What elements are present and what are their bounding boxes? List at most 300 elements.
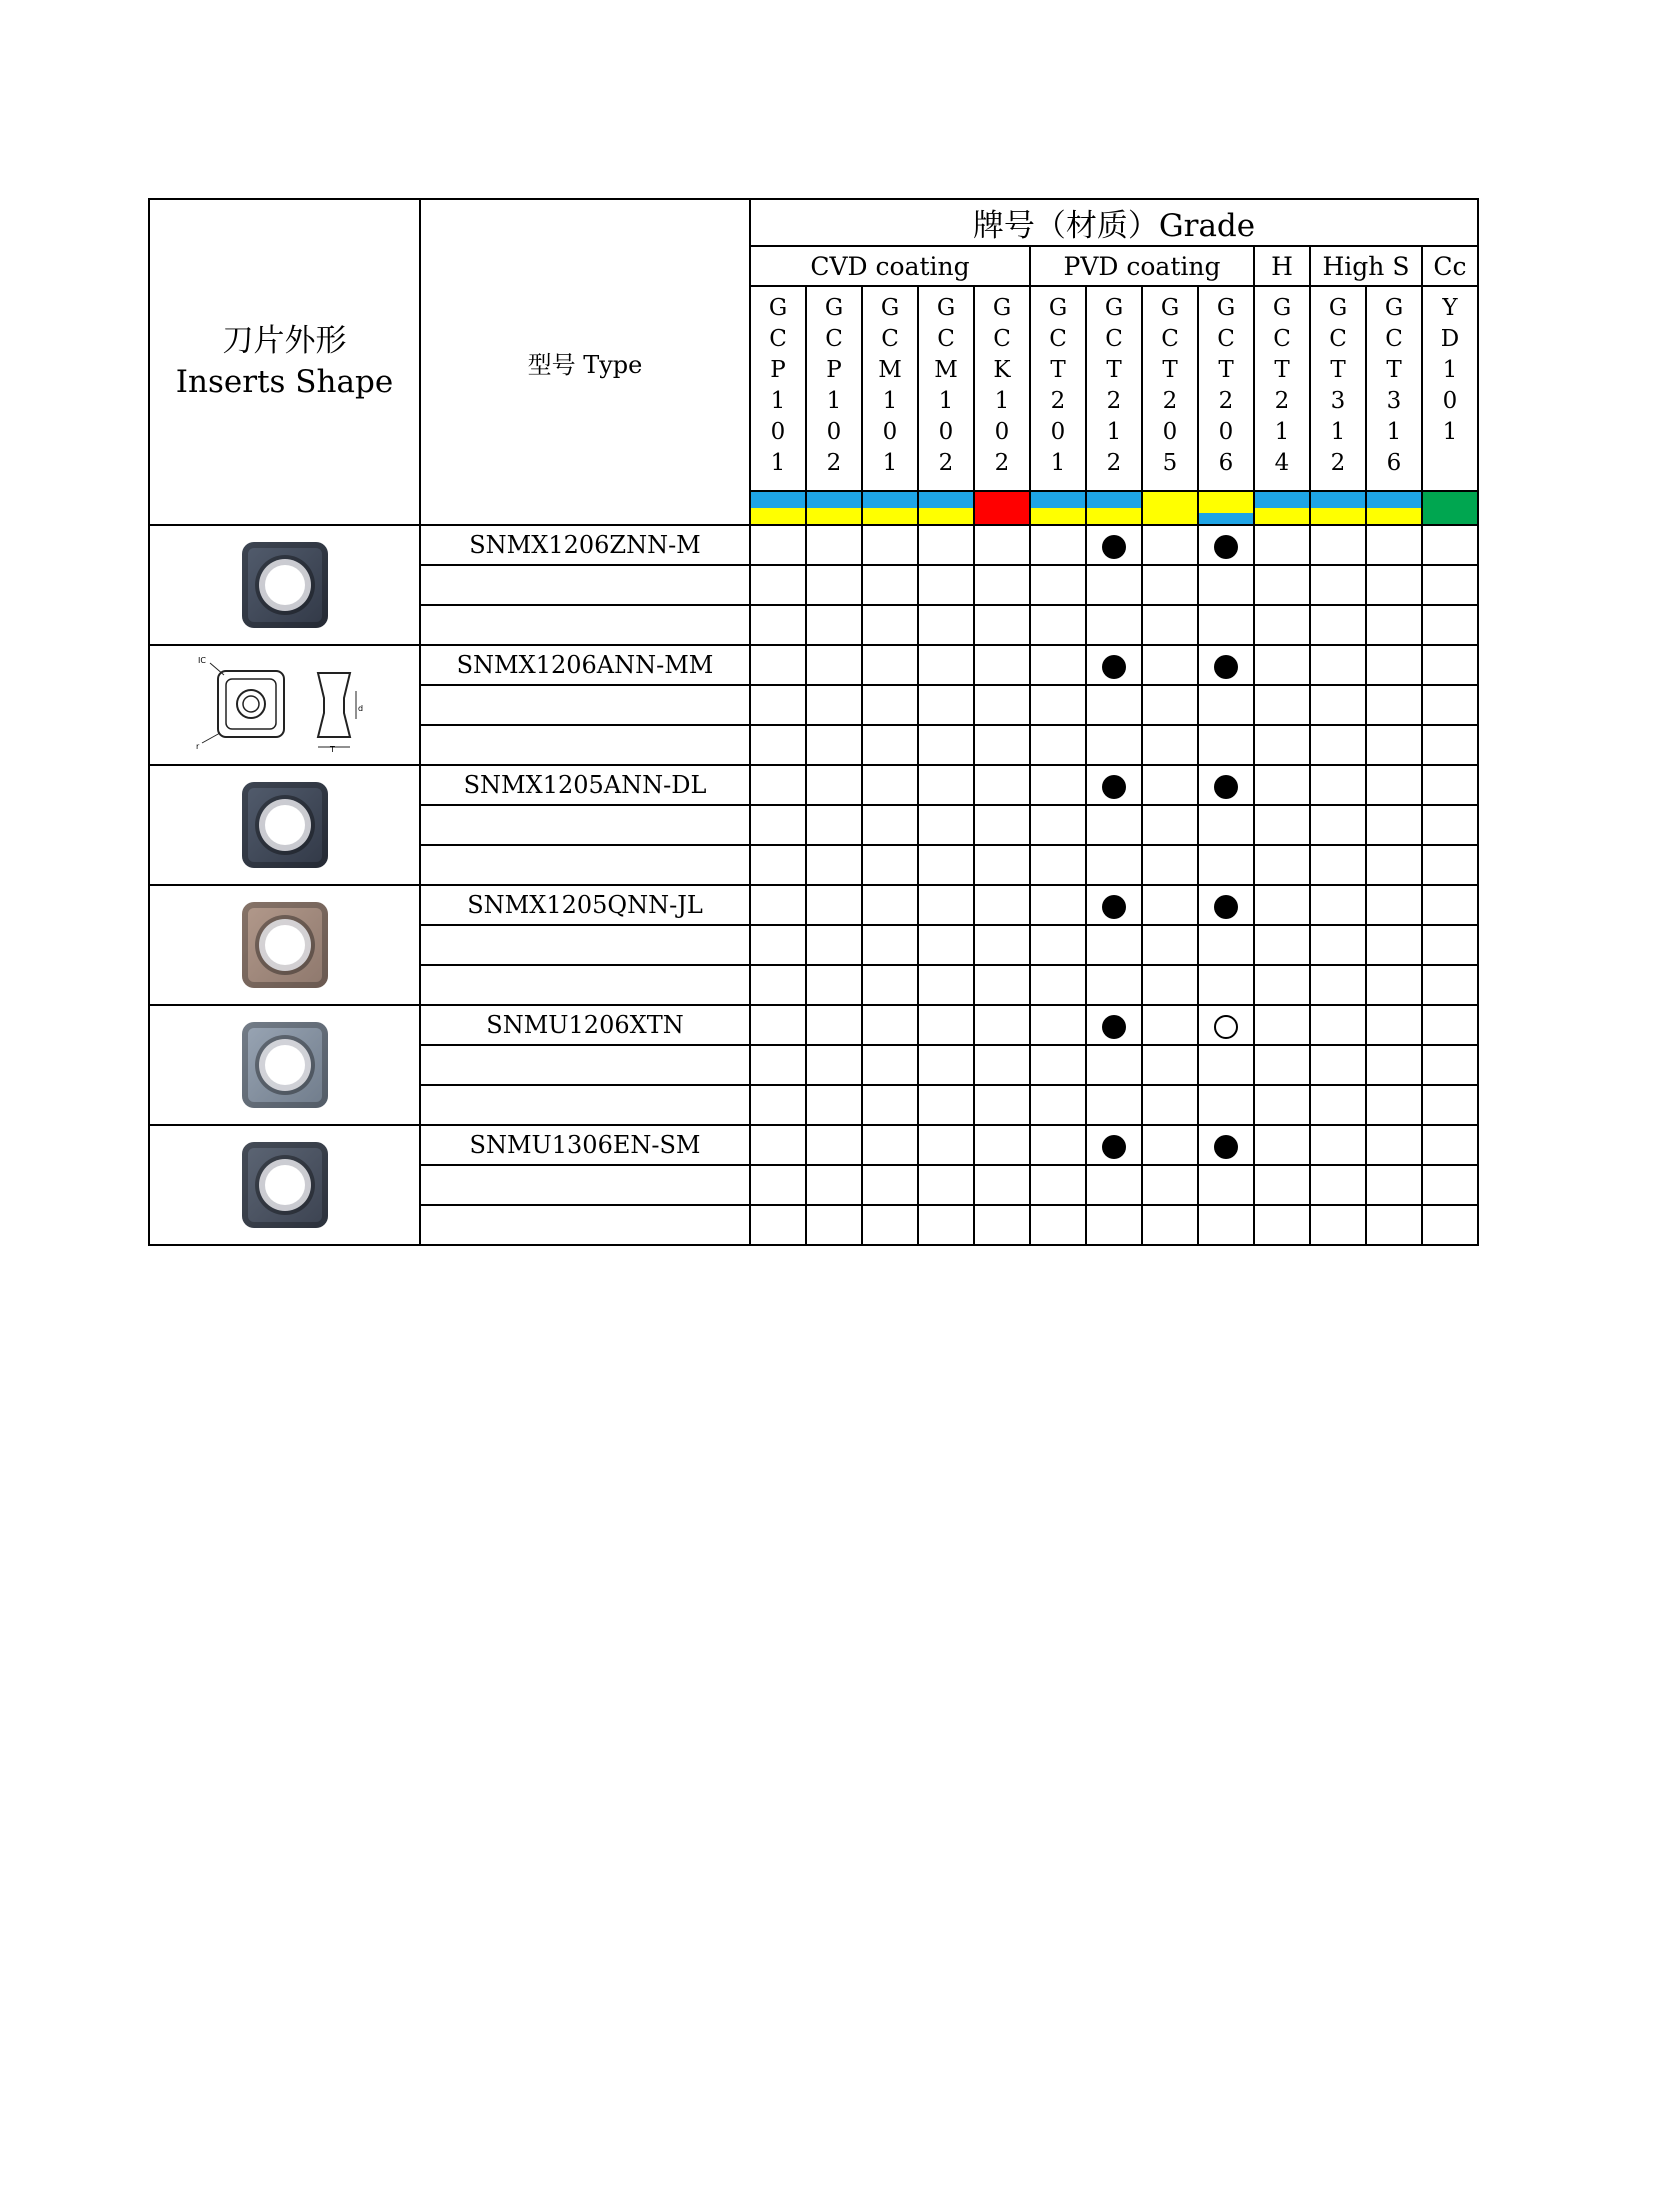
grade-mark-cell — [1142, 805, 1198, 845]
grade-mark-cell — [862, 885, 918, 925]
insert-star-grey-icon — [149, 1125, 420, 1245]
grade-mark-cell — [1422, 845, 1478, 885]
grade-code-char: 0 — [938, 419, 954, 445]
grade-code-char: G — [1272, 295, 1292, 321]
grade-mark-cell — [1086, 1125, 1142, 1165]
grade-mark-cell — [974, 1165, 1030, 1205]
grade-color-band-10 — [1310, 491, 1366, 525]
recommended-filled-circle-icon — [1102, 1015, 1126, 1039]
grade-mark-cell — [918, 885, 974, 925]
grade-code-char: 0 — [1218, 419, 1234, 445]
grade-mark-cell — [806, 845, 862, 885]
grade-mark-cell — [1254, 725, 1310, 765]
grade-code-7 — [1142, 286, 1198, 491]
grade-mark-cell — [1086, 685, 1142, 725]
grade-mark-cell — [1086, 605, 1142, 645]
grade-mark-cell — [750, 1165, 806, 1205]
grade-code-12 — [1422, 286, 1478, 491]
recommended-filled-circle-icon — [1214, 1135, 1238, 1159]
grade-mark-cell — [806, 805, 862, 845]
grade-mark-cell — [1030, 1005, 1086, 1045]
grade-mark-cell — [1254, 1205, 1310, 1245]
grade-mark-cell — [1310, 525, 1366, 565]
grade-mark-cell — [974, 765, 1030, 805]
grade-mark-cell — [1366, 925, 1422, 965]
grade-mark-cell — [1310, 685, 1366, 725]
grade-mark-cell — [1422, 885, 1478, 925]
grade-mark-cell — [974, 805, 1030, 845]
grade-mark-cell — [1422, 765, 1478, 805]
grade-mark-cell — [1142, 885, 1198, 925]
grade-mark-cell — [1142, 1045, 1198, 1085]
recommended-filled-circle-icon — [1214, 535, 1238, 559]
grade-mark-cell — [1198, 685, 1254, 725]
grade-table — [148, 198, 1479, 1246]
grade-mark-cell — [806, 1085, 862, 1125]
grade-mark-cell — [1086, 845, 1142, 885]
grade-mark-cell — [1366, 1045, 1422, 1085]
grade-mark-cell — [1142, 645, 1198, 685]
grade-code-char: 2 — [1218, 388, 1234, 414]
grade-mark-cell — [1086, 1165, 1142, 1205]
grade-mark-cell — [862, 605, 918, 645]
grade-code-char: 1 — [1442, 357, 1458, 383]
grade-mark-cell — [862, 1125, 918, 1165]
grade-code-char: C — [881, 326, 899, 352]
grade-code-char: P — [826, 357, 842, 383]
grade-mark-cell — [1310, 605, 1366, 645]
group-pvd-coating: PVD coating — [1030, 246, 1254, 286]
grade-mark-cell — [806, 685, 862, 725]
model-name: SNMU1306EN-SM — [420, 1125, 750, 1165]
grade-mark-cell — [862, 645, 918, 685]
grade-color-band-1 — [806, 491, 862, 525]
grade-code-10 — [1310, 286, 1366, 491]
grade-mark-cell — [1422, 1165, 1478, 1205]
grade-mark-cell — [1142, 925, 1198, 965]
grade-mark-cell — [806, 645, 862, 685]
grade-mark-cell — [1254, 845, 1310, 885]
grade-mark-cell — [750, 885, 806, 925]
grade-mark-cell — [750, 1205, 806, 1245]
grade-mark-cell — [1366, 645, 1422, 685]
grade-mark-cell — [1310, 845, 1366, 885]
grade-color-band-6 — [1086, 491, 1142, 525]
grade-mark-cell — [918, 845, 974, 885]
grade-mark-cell — [750, 1045, 806, 1085]
grade-code-char: 0 — [1050, 419, 1066, 445]
grade-mark-cell — [1254, 765, 1310, 805]
grade-color-band-4 — [974, 491, 1030, 525]
grade-mark-cell — [974, 685, 1030, 725]
svg-text:IC: IC — [197, 656, 206, 665]
grade-mark-cell — [918, 1205, 974, 1245]
grade-mark-cell — [1086, 765, 1142, 805]
grade-mark-cell — [862, 685, 918, 725]
grade-mark-cell — [862, 525, 918, 565]
grade-mark-cell — [1366, 565, 1422, 605]
grade-code-char: 0 — [826, 419, 842, 445]
grade-mark-cell — [1310, 965, 1366, 1005]
grade-code-char: 1 — [1330, 419, 1346, 445]
grade-code-char: 2 — [826, 450, 842, 476]
grade-mark-cell — [1422, 925, 1478, 965]
grade-mark-cell — [1254, 1005, 1310, 1045]
grade-mark-cell — [750, 965, 806, 1005]
grade-mark-cell — [918, 685, 974, 725]
grade-mark-cell — [974, 885, 1030, 925]
grade-mark-cell — [1198, 885, 1254, 925]
grade-mark-cell — [918, 645, 974, 685]
grade-mark-cell — [862, 765, 918, 805]
grade-code-char: 1 — [1442, 419, 1458, 445]
grade-code-char: 3 — [1330, 388, 1346, 414]
grade-mark-cell — [1030, 965, 1086, 1005]
grade-mark-cell — [974, 965, 1030, 1005]
grade-mark-cell — [1198, 765, 1254, 805]
grade-code-0 — [750, 286, 806, 491]
grade-mark-cell — [974, 725, 1030, 765]
grade-mark-cell — [1030, 845, 1086, 885]
grade-mark-cell — [1142, 525, 1198, 565]
grade-mark-cell — [1086, 1205, 1142, 1245]
grade-mark-cell — [974, 1045, 1030, 1085]
recommended-filled-circle-icon — [1214, 655, 1238, 679]
grade-code-char: C — [1049, 326, 1067, 352]
insert-light-grey-icon — [149, 1005, 420, 1125]
grade-code-char: Y — [1442, 295, 1458, 321]
grade-mark-cell — [1310, 725, 1366, 765]
grade-code-9 — [1254, 286, 1310, 491]
grade-code-char: 2 — [1162, 388, 1178, 414]
grade-mark-cell — [1422, 525, 1478, 565]
grade-mark-cell — [1254, 805, 1310, 845]
grade-mark-cell — [862, 1045, 918, 1085]
svg-text:r: r — [195, 742, 199, 751]
grade-mark-cell — [862, 725, 918, 765]
grade-mark-cell — [1310, 805, 1366, 845]
insert-dark-grey-icon — [149, 765, 420, 885]
model-name-empty — [420, 925, 750, 965]
type-header: 型号 Type — [420, 199, 750, 525]
grade-mark-cell — [1366, 805, 1422, 845]
grade-code-char: 0 — [994, 419, 1010, 445]
grade-mark-cell — [1030, 885, 1086, 925]
table-row — [149, 1005, 1478, 1045]
grade-code-3 — [918, 286, 974, 491]
recommended-filled-circle-icon — [1214, 775, 1238, 799]
model-name: SNMX1205QNN-JL — [420, 885, 750, 925]
group-high-s: High S — [1310, 246, 1422, 286]
grade-mark-cell — [862, 565, 918, 605]
recommended-filled-circle-icon — [1102, 895, 1126, 919]
grade-mark-cell — [806, 1205, 862, 1245]
grade-mark-cell — [806, 565, 862, 605]
grade-mark-cell — [918, 805, 974, 845]
grade-mark-cell — [1422, 725, 1478, 765]
svg-text:d: d — [357, 704, 363, 713]
model-name-empty — [420, 1205, 750, 1245]
grade-mark-cell — [1254, 685, 1310, 725]
model-name-empty — [420, 1085, 750, 1125]
grade-mark-cell — [1254, 525, 1310, 565]
grade-code-char: 1 — [1050, 450, 1066, 476]
grade-title: 牌号（材质）Grade — [750, 199, 1478, 246]
grade-mark-cell — [918, 605, 974, 645]
grade-code-char: G — [936, 295, 956, 321]
table-row — [149, 1125, 1478, 1165]
grade-mark-cell — [806, 1125, 862, 1165]
grade-color-band-7 — [1142, 491, 1198, 525]
grade-code-char: C — [1273, 326, 1291, 352]
grade-color-band-3 — [918, 491, 974, 525]
grade-mark-cell — [1142, 605, 1198, 645]
grade-mark-cell — [1310, 765, 1366, 805]
model-name-empty — [420, 605, 750, 645]
grade-mark-cell — [1366, 885, 1422, 925]
grade-mark-cell — [1366, 525, 1422, 565]
model-name-empty — [420, 1165, 750, 1205]
grade-mark-cell — [1142, 765, 1198, 805]
grade-code-char: 0 — [1442, 388, 1458, 414]
grade-mark-cell — [1086, 645, 1142, 685]
grade-mark-cell — [1030, 525, 1086, 565]
grade-mark-cell — [1366, 685, 1422, 725]
grade-code-char: 0 — [1162, 419, 1178, 445]
group-cc: Cc — [1422, 246, 1478, 286]
grade-code-8 — [1198, 286, 1254, 491]
grade-mark-cell — [1198, 1165, 1254, 1205]
grade-mark-cell — [1030, 645, 1086, 685]
model-name-empty — [420, 685, 750, 725]
grade-mark-cell — [1198, 965, 1254, 1005]
grade-code-char: 2 — [938, 450, 954, 476]
grade-code-char: 1 — [826, 388, 842, 414]
grade-mark-cell — [750, 1005, 806, 1045]
grade-code-char: G — [880, 295, 900, 321]
grade-mark-cell — [974, 1005, 1030, 1045]
grade-code-char: 5 — [1162, 450, 1178, 476]
grade-code-char: 1 — [1274, 419, 1290, 445]
grade-mark-cell — [1030, 805, 1086, 845]
grade-mark-cell — [1254, 1125, 1310, 1165]
grade-mark-cell — [1086, 805, 1142, 845]
grade-code-char: G — [768, 295, 788, 321]
model-name-empty — [420, 805, 750, 845]
recommended-filled-circle-icon — [1102, 1135, 1126, 1159]
grade-mark-cell — [1310, 1205, 1366, 1245]
model-name-empty — [420, 725, 750, 765]
grade-mark-cell — [1198, 525, 1254, 565]
grade-mark-cell — [1086, 925, 1142, 965]
grade-mark-cell — [862, 1085, 918, 1125]
grade-code-char: 2 — [1050, 388, 1066, 414]
grade-code-char: C — [825, 326, 843, 352]
grade-mark-cell — [974, 605, 1030, 645]
grade-mark-cell — [974, 1205, 1030, 1245]
grade-mark-cell — [1198, 925, 1254, 965]
shape-label-cn: 刀片外形 — [222, 323, 347, 359]
grade-mark-cell — [806, 525, 862, 565]
table-row — [149, 525, 1478, 565]
grade-mark-cell — [862, 1205, 918, 1245]
grade-mark-cell — [1366, 845, 1422, 885]
model-name-empty — [420, 845, 750, 885]
grade-mark-cell — [750, 685, 806, 725]
recommended-filled-circle-icon — [1214, 895, 1238, 919]
grade-code-char: T — [1162, 357, 1178, 383]
grade-mark-cell — [1254, 1045, 1310, 1085]
grade-code-char: G — [1104, 295, 1124, 321]
grade-mark-cell — [1198, 1125, 1254, 1165]
grade-mark-cell — [918, 1005, 974, 1045]
grade-code-char: C — [993, 326, 1011, 352]
grade-mark-cell — [918, 1045, 974, 1085]
grade-code-char: C — [1217, 326, 1235, 352]
grade-mark-cell — [806, 605, 862, 645]
grade-mark-cell — [918, 765, 974, 805]
grade-code-char: C — [1105, 326, 1123, 352]
grade-code-char: 2 — [1274, 388, 1290, 414]
grade-mark-cell — [1086, 1085, 1142, 1125]
grade-mark-cell — [1030, 1085, 1086, 1125]
grade-code-11 — [1366, 286, 1422, 491]
grade-color-band-12 — [1422, 491, 1478, 525]
group-cvd-coating: CVD coating — [750, 246, 1030, 286]
grade-mark-cell — [974, 1085, 1030, 1125]
grade-code-char: 1 — [1106, 419, 1122, 445]
grade-code-char: 3 — [1386, 388, 1402, 414]
grade-mark-cell — [974, 1125, 1030, 1165]
grade-mark-cell — [1198, 1205, 1254, 1245]
grade-code-char: T — [1218, 357, 1234, 383]
grade-color-band-9 — [1254, 491, 1310, 525]
recommended-filled-circle-icon — [1102, 655, 1126, 679]
grade-mark-cell — [1030, 565, 1086, 605]
grade-mark-cell — [918, 965, 974, 1005]
grade-mark-cell — [1366, 965, 1422, 1005]
grade-mark-cell — [1366, 1125, 1422, 1165]
model-name: SNMU1206XTN — [420, 1005, 750, 1045]
grade-mark-cell — [1422, 605, 1478, 645]
grade-mark-cell — [1310, 1165, 1366, 1205]
grade-color-band-8 — [1198, 491, 1254, 525]
grade-mark-cell — [862, 925, 918, 965]
grade-mark-cell — [1142, 1125, 1198, 1165]
grade-mark-cell — [806, 765, 862, 805]
grade-mark-cell — [918, 1085, 974, 1125]
recommended-filled-circle-icon — [1102, 535, 1126, 559]
model-name: SNMX1206ZNN-M — [420, 525, 750, 565]
grade-code-char: P — [770, 357, 786, 383]
grade-code-char: 6 — [1386, 450, 1402, 476]
grade-mark-cell — [1086, 885, 1142, 925]
insert-technical-drawing-icon — [149, 645, 420, 765]
grade-mark-cell — [1198, 645, 1254, 685]
grade-mark-cell — [1422, 645, 1478, 685]
grade-mark-cell — [1142, 1205, 1198, 1245]
grade-code-char: C — [1385, 326, 1403, 352]
grade-mark-cell — [1254, 965, 1310, 1005]
grade-mark-cell — [1198, 725, 1254, 765]
grade-mark-cell — [750, 645, 806, 685]
grade-mark-cell — [1142, 1005, 1198, 1045]
grade-mark-cell — [1030, 925, 1086, 965]
grade-mark-cell — [918, 525, 974, 565]
grade-mark-cell — [806, 965, 862, 1005]
grade-code-char: 1 — [994, 388, 1010, 414]
grade-code-char: 1 — [938, 388, 954, 414]
grade-mark-cell — [750, 845, 806, 885]
grade-mark-cell — [1086, 1045, 1142, 1085]
grade-mark-cell — [918, 1165, 974, 1205]
grade-code-char: 2 — [1106, 388, 1122, 414]
grade-mark-cell — [1198, 1045, 1254, 1085]
grade-mark-cell — [1142, 965, 1198, 1005]
grade-code-char: M — [878, 357, 902, 383]
grade-code-char: C — [1161, 326, 1179, 352]
recommended-filled-circle-icon — [1102, 775, 1126, 799]
model-name: SNMX1206ANN-MM — [420, 645, 750, 685]
table-row — [149, 645, 1478, 685]
grade-mark-cell — [1422, 685, 1478, 725]
grade-mark-cell — [1030, 1205, 1086, 1245]
grade-mark-cell — [1030, 725, 1086, 765]
grade-mark-cell — [974, 925, 1030, 965]
grade-code-char: G — [1160, 295, 1180, 321]
grade-mark-cell — [1366, 1005, 1422, 1045]
model-name-empty — [420, 965, 750, 1005]
grade-mark-cell — [1422, 1085, 1478, 1125]
grade-mark-cell — [918, 1125, 974, 1165]
grade-mark-cell — [918, 925, 974, 965]
grade-mark-cell — [974, 525, 1030, 565]
grade-mark-cell — [1198, 605, 1254, 645]
grade-mark-cell — [750, 925, 806, 965]
grade-mark-cell — [1198, 845, 1254, 885]
grade-mark-cell — [1422, 565, 1478, 605]
grade-code-char: M — [934, 357, 958, 383]
grade-mark-cell — [1310, 645, 1366, 685]
grade-mark-cell — [1310, 925, 1366, 965]
grade-mark-cell — [862, 965, 918, 1005]
grade-mark-cell — [750, 565, 806, 605]
grade-mark-cell — [1142, 1085, 1198, 1125]
grade-mark-cell — [1422, 805, 1478, 845]
grade-mark-cell — [750, 1085, 806, 1125]
grade-mark-cell — [918, 725, 974, 765]
grade-mark-cell — [1142, 725, 1198, 765]
grade-code-char: 1 — [882, 388, 898, 414]
grade-mark-cell — [1198, 1085, 1254, 1125]
grade-mark-cell — [1142, 1165, 1198, 1205]
model-name: SNMX1205ANN-DL — [420, 765, 750, 805]
grade-code-char: 2 — [1106, 450, 1122, 476]
grade-mark-cell — [1086, 525, 1142, 565]
grade-mark-cell — [1422, 1045, 1478, 1085]
grade-mark-cell — [862, 805, 918, 845]
grade-code-char: G — [1384, 295, 1404, 321]
grade-mark-cell — [974, 565, 1030, 605]
grade-mark-cell — [1422, 1005, 1478, 1045]
grade-code-char: 1 — [1386, 419, 1402, 445]
model-name-empty — [420, 565, 750, 605]
grade-mark-cell — [918, 565, 974, 605]
grade-mark-cell — [1086, 565, 1142, 605]
grade-code-char: T — [1386, 357, 1402, 383]
grade-code-char: C — [1329, 326, 1347, 352]
grade-mark-cell — [1422, 1125, 1478, 1165]
